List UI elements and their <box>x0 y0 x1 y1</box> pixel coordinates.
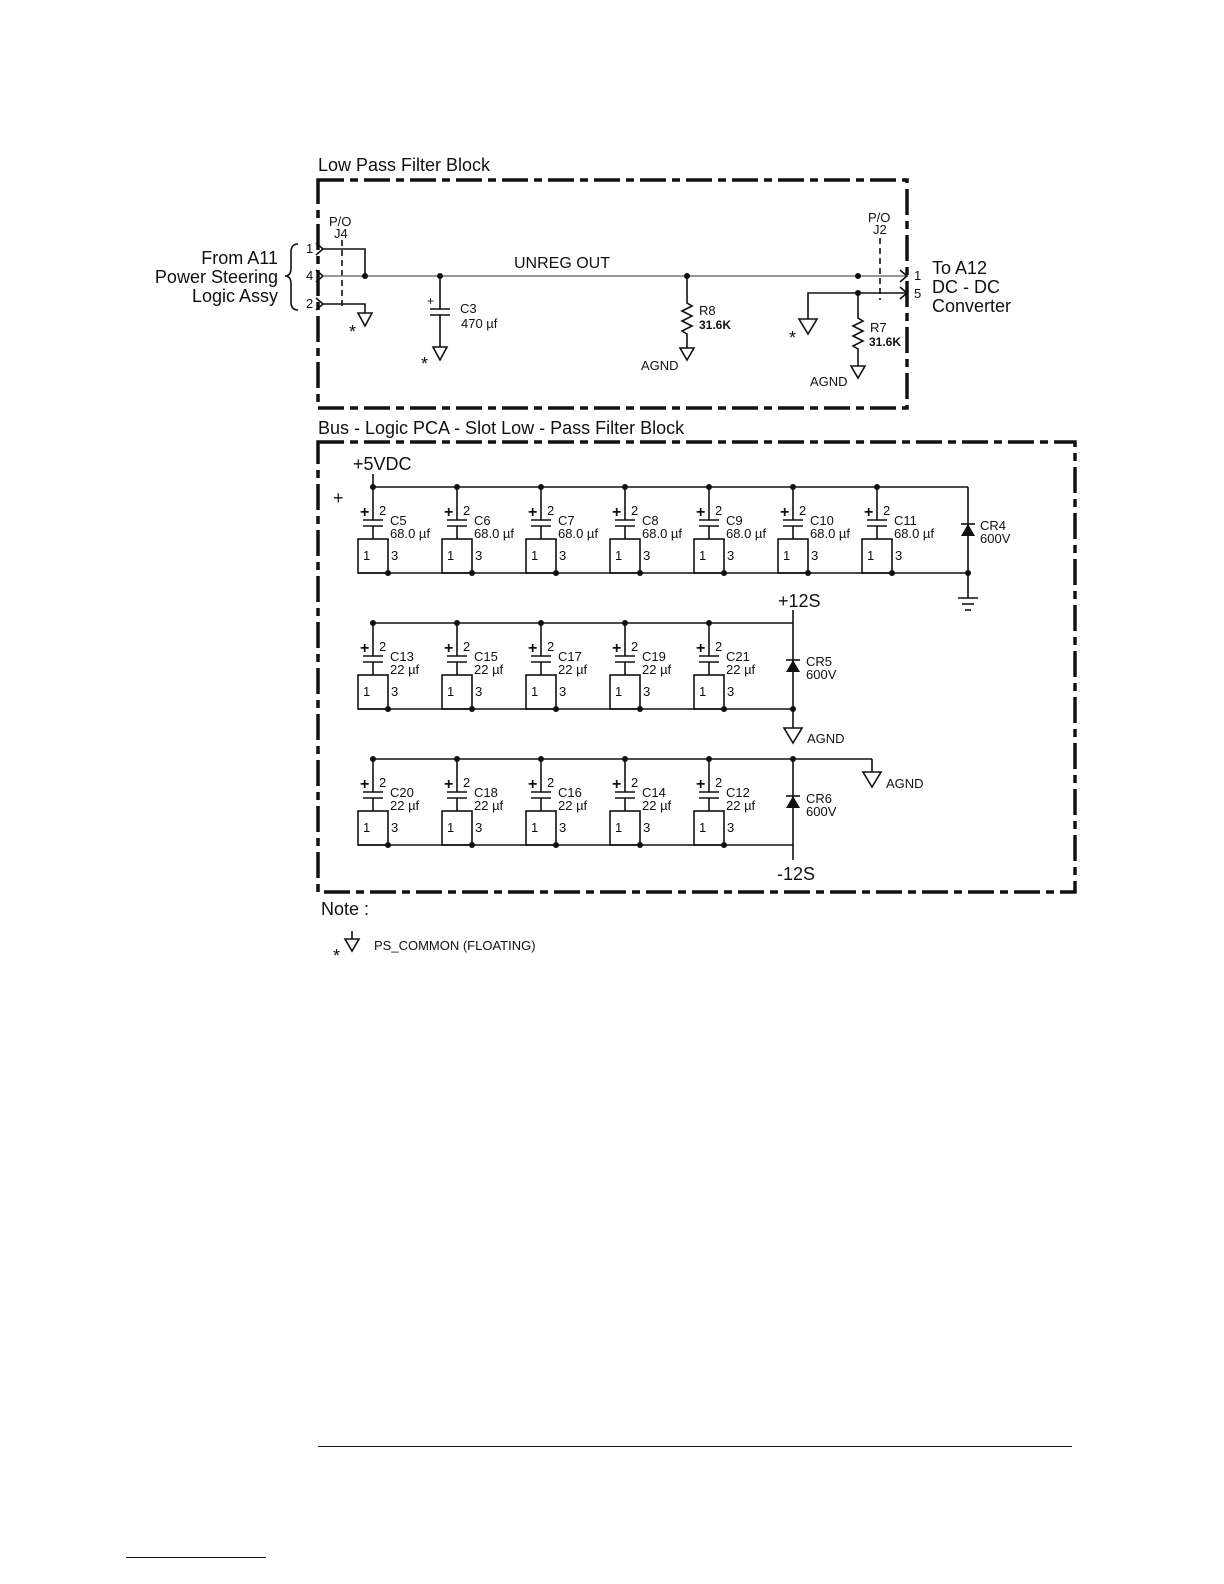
row1-cap-2-plus: + <box>528 504 538 521</box>
j2-label: J2 <box>873 222 887 237</box>
row2-cap-1-plus: + <box>444 640 454 657</box>
row2-cap-3-ref: C19 <box>642 649 666 664</box>
row2-cap-3-value: 22 µf <box>642 662 672 677</box>
row2-cap-4-box-pin1: 1 <box>699 684 707 699</box>
dest-label-line2: DC - DC <box>932 277 1000 297</box>
ps-common-symbol-j4 <box>358 313 372 326</box>
ps-common-star-c3: * <box>421 354 429 374</box>
row3-cap-4-box-pin3: 3 <box>727 820 735 835</box>
row1-cap-6-bottom-junction <box>889 570 895 576</box>
row3-cap-3-plus: + <box>612 776 622 793</box>
row3-cap-0-box-pin3: 3 <box>391 820 399 835</box>
row3-cap-1-ref: C18 <box>474 785 498 800</box>
row1-cap-5-box-pin3: 3 <box>811 548 819 563</box>
row1-cap-3-bottom-junction <box>637 570 643 576</box>
row2-cap-2-plus: + <box>528 640 538 657</box>
row1-cap-2-value: 68.0 µf <box>558 526 599 541</box>
row1-cap-0-box-pin3: 3 <box>391 548 399 563</box>
row1-cap-4-box-pin3: 3 <box>727 548 735 563</box>
row3-cap-1-bottom-junction <box>469 842 475 848</box>
row2-cap-4-pin2: 2 <box>715 639 723 654</box>
cr6-value: 600V <box>806 804 837 819</box>
row1-cap-0-pin2: 2 <box>379 503 387 518</box>
row2-cap-0-box-pin3: 3 <box>391 684 399 699</box>
row3-cap-3-pin2: 2 <box>631 775 639 790</box>
row3-cap-0-value: 22 µf <box>390 798 420 813</box>
row1-cap-3-box-pin1: 1 <box>615 548 623 563</box>
row3-cap-3-box-pin1: 1 <box>615 820 623 835</box>
row2-cap-3-box-pin3: 3 <box>643 684 651 699</box>
row1-cap-1-pin2: 2 <box>463 503 471 518</box>
r7-value: 31.6K <box>869 335 902 349</box>
cr6-diode-symbol <box>786 796 800 808</box>
row2-cap-1-value: 22 µf <box>474 662 504 677</box>
row3-cap-4-value: 22 µf <box>726 798 756 813</box>
ps-common-symbol-c3 <box>433 347 447 360</box>
cr4-value: 600V <box>980 531 1011 546</box>
row2-cap-0-ref: C13 <box>390 649 414 664</box>
row3-cap-4-ref: C12 <box>726 785 750 800</box>
j2-po-label: P/O <box>868 210 891 225</box>
r7-agnd-symbol <box>851 366 865 378</box>
row1-cap-5-bottom-junction <box>805 570 811 576</box>
row3-cap-3-box-pin3: 3 <box>643 820 651 835</box>
agnd-mid-label: AGND <box>807 731 845 746</box>
pin-1-label: 1 <box>306 241 314 256</box>
row3-cap-2-ref: C16 <box>558 785 582 800</box>
row1-cap-0-bottom-junction <box>385 570 391 576</box>
row2-cap-4-plus: + <box>696 640 706 657</box>
row1-cap-6-box-pin1: 1 <box>867 548 875 563</box>
row2-cap-2-pin2: 2 <box>547 639 555 654</box>
row1-cap-1-ref: C6 <box>474 513 491 528</box>
row3-cap-1-plus: + <box>444 776 454 793</box>
row2-cap-0-pin2: 2 <box>379 639 387 654</box>
row1-cap-1-box-pin1: 1 <box>447 548 455 563</box>
source-brace <box>285 244 298 310</box>
row2-cap-0-plus: + <box>360 640 370 657</box>
r7-resistor <box>853 293 863 366</box>
row3-cap-1-pin2: 2 <box>463 775 471 790</box>
row3-cap-3-bottom-junction <box>637 842 643 848</box>
j4-label: J4 <box>334 226 348 241</box>
row2-cap-4-value: 22 µf <box>726 662 756 677</box>
cr6-ref: CR6 <box>806 791 833 806</box>
pin-2-label: 2 <box>306 296 314 311</box>
row2-cap-1-box-pin1: 1 <box>447 684 455 699</box>
row1-cap-0-plus: + <box>360 504 370 521</box>
row3-cap-2-bottom-junction <box>553 842 559 848</box>
ps-common-legend-star: * <box>333 946 341 966</box>
row2-cap-2-box-pin3: 3 <box>559 684 567 699</box>
row3-cap-3-ref: C14 <box>642 785 666 800</box>
note-title: Note : <box>321 899 370 919</box>
ps-common-symbol-pin5 <box>799 319 817 334</box>
ps-common-legend-text: PS_COMMON (FLOATING) <box>374 938 536 953</box>
c3-plus: + <box>427 294 435 308</box>
row1-cap-5-plus: + <box>780 504 790 521</box>
row3-cap-0-ref: C20 <box>390 785 414 800</box>
row1-cap-4-pin2: 2 <box>715 503 723 518</box>
row1-cap-1-box-pin3: 3 <box>475 548 483 563</box>
row2-cap-1-box-pin3: 3 <box>475 684 483 699</box>
row3-cap-4-plus: + <box>696 776 706 793</box>
cr4-diode-symbol <box>961 524 975 536</box>
v5-plus: + <box>333 488 344 508</box>
row3-cap-0-plus: + <box>360 776 370 793</box>
junction-j2-pin1 <box>855 273 861 279</box>
r8-ref: R8 <box>699 303 716 318</box>
out-pin-5-label: 5 <box>914 286 922 301</box>
row1-cap-4-bottom-junction <box>721 570 727 576</box>
row2-cap-2-ref: C17 <box>558 649 582 664</box>
r8-resistor <box>682 276 692 348</box>
out-pin-1-label: 1 <box>914 268 922 283</box>
bottom-link-underline <box>126 1557 266 1558</box>
row2-cap-2-bottom-junction <box>553 706 559 712</box>
capacitor-array <box>358 484 934 848</box>
row3-cap-4-bottom-junction <box>721 842 727 848</box>
row2-cap-1-pin2: 2 <box>463 639 471 654</box>
cr4-ref: CR4 <box>980 518 1007 533</box>
row3-cap-0-pin2: 2 <box>379 775 387 790</box>
row1-cap-6-value: 68.0 µf <box>894 526 935 541</box>
j4-wire-pin1 <box>323 249 365 276</box>
row2-cap-0-value: 22 µf <box>390 662 420 677</box>
row2-cap-3-box-pin1: 1 <box>615 684 623 699</box>
row1-cap-2-box-pin3: 3 <box>559 548 567 563</box>
source-label-line2: Power Steering <box>154 267 278 287</box>
row3-cap-1-box-pin3: 3 <box>475 820 483 835</box>
row2-cap-2-value: 22 µf <box>558 662 588 677</box>
c3-value: 470 µf <box>461 316 498 331</box>
row1-cap-4-value: 68.0 µf <box>726 526 767 541</box>
row2-cap-4-ref: C21 <box>726 649 750 664</box>
row2-cap-4-box-pin3: 3 <box>727 684 735 699</box>
row2-cap-0-bottom-junction <box>385 706 391 712</box>
row3-cap-2-box-pin1: 1 <box>531 820 539 835</box>
r8-value: 31.6K <box>699 318 732 332</box>
pin5-wire <box>808 293 906 319</box>
row3-cap-0-bottom-junction <box>385 842 391 848</box>
r7-agnd-label: AGND <box>810 374 848 389</box>
source-label-line1: From A11 <box>201 248 278 268</box>
row1-cap-1-plus: + <box>444 504 454 521</box>
row2-cap-2-box-pin1: 1 <box>531 684 539 699</box>
row1-cap-6-plus: + <box>864 504 874 521</box>
row1-cap-0-ref: C5 <box>390 513 407 528</box>
footer-rule <box>318 1446 1072 1447</box>
row2-cap-3-plus: + <box>612 640 622 657</box>
r8-agnd-label: AGND <box>641 358 679 373</box>
cr5-ref: CR5 <box>806 654 833 669</box>
cr5-diode-symbol <box>786 660 800 672</box>
junction-j4 <box>362 273 368 279</box>
row1-cap-0-box-pin1: 1 <box>363 548 371 563</box>
c3-ref: C3 <box>460 301 477 316</box>
row1-cap-0-value: 68.0 µf <box>390 526 431 541</box>
j4-po-label: P/O <box>329 214 352 229</box>
row2-cap-0-box-pin1: 1 <box>363 684 371 699</box>
row1-cap-6-ref: C11 <box>894 513 917 528</box>
row1-cap-1-value: 68.0 µf <box>474 526 515 541</box>
row1-cap-6-box-pin3: 3 <box>895 548 903 563</box>
row1-cap-3-pin2: 2 <box>631 503 639 518</box>
row1-cap-4-ref: C9 <box>726 513 743 528</box>
row1-cap-5-pin2: 2 <box>799 503 807 518</box>
ps-common-star-j4: * <box>349 322 357 342</box>
pin-4-label: 4 <box>306 268 314 283</box>
row1-cap-3-value: 68.0 µf <box>642 526 683 541</box>
row3-cap-2-value: 22 µf <box>558 798 588 813</box>
row2-cap-4-bottom-junction <box>721 706 727 712</box>
row3-cap-2-box-pin3: 3 <box>559 820 567 835</box>
row1-cap-4-plus: + <box>696 504 706 521</box>
cr5-value: 600V <box>806 667 837 682</box>
row1-cap-2-bottom-junction <box>553 570 559 576</box>
row3-cap-2-plus: + <box>528 776 538 793</box>
j4-wire-pin2 <box>323 304 365 313</box>
row1-cap-3-plus: + <box>612 504 622 521</box>
row1-cap-2-ref: C7 <box>558 513 575 528</box>
row1-cap-3-ref: C8 <box>642 513 659 528</box>
row2-cap-1-bottom-junction <box>469 706 475 712</box>
row1-cap-5-box-pin1: 1 <box>783 548 791 563</box>
unreg-out-label: UNREG OUT <box>514 255 610 272</box>
row1-cap-2-pin2: 2 <box>547 503 555 518</box>
row1-cap-4-box-pin1: 1 <box>699 548 707 563</box>
v12p-label: +12S <box>778 591 821 611</box>
row3-cap-0-box-pin1: 1 <box>363 820 371 835</box>
source-label-line3: Logic Assy <box>191 286 278 306</box>
row1-cap-3-box-pin3: 3 <box>643 548 651 563</box>
dest-label-line3: Converter <box>932 296 1012 316</box>
row3-cap-4-pin2: 2 <box>715 775 723 790</box>
agnd-right-label: AGND <box>886 776 924 791</box>
row3-cap-3-value: 22 µf <box>642 798 672 813</box>
row1-cap-2-box-pin1: 1 <box>531 548 539 563</box>
row1-cap-1-bottom-junction <box>469 570 475 576</box>
row2-cap-1-ref: C15 <box>474 649 498 664</box>
r7-ref: R7 <box>870 320 887 335</box>
row2-cap-3-pin2: 2 <box>631 639 639 654</box>
ps-common-star-pin5: * <box>789 328 797 348</box>
r8-agnd-symbol <box>680 348 694 360</box>
row3-cap-1-value: 22 µf <box>474 798 504 813</box>
row2-cap-3-bottom-junction <box>637 706 643 712</box>
cr5-bottom-junction <box>790 706 796 712</box>
row3-cap-1-box-pin1: 1 <box>447 820 455 835</box>
agnd-mid-symbol <box>784 728 802 743</box>
agnd-right-symbol <box>863 772 881 787</box>
v5-label: +5VDC <box>353 454 412 474</box>
bus-title: Bus - Logic PCA - Slot Low - Pass Filter Block <box>318 418 685 438</box>
v12n-label: -12S <box>777 864 816 884</box>
row3-cap-2-pin2: 2 <box>547 775 555 790</box>
row1-cap-5-ref: C10 <box>810 513 834 528</box>
row1-cap-5-value: 68.0 µf <box>810 526 851 541</box>
row1-cap-6-pin2: 2 <box>883 503 891 518</box>
ps-common-legend-symbol <box>345 931 359 951</box>
dest-label-line1: To A12 <box>932 258 988 278</box>
lpf-title: Low Pass Filter Block <box>318 155 491 175</box>
row3-cap-4-box-pin1: 1 <box>699 820 707 835</box>
cr6-top-junction <box>790 756 796 762</box>
